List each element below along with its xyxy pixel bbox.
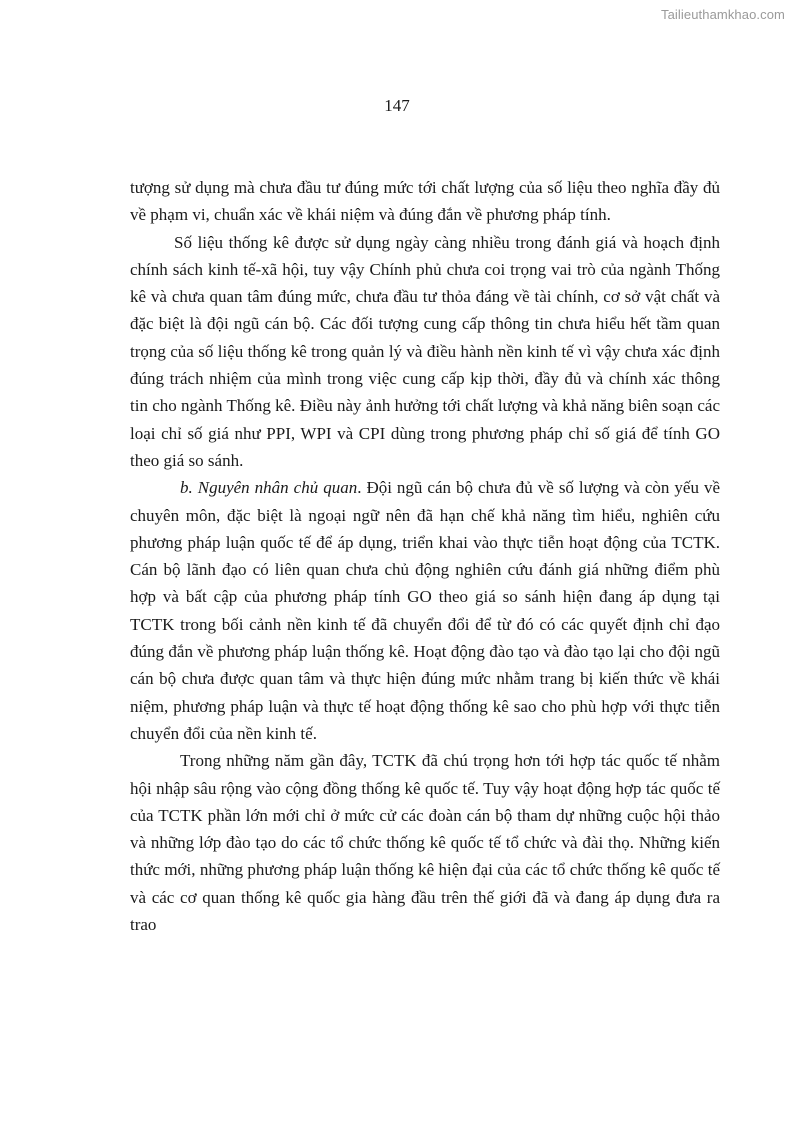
- paragraph-subjective-causes: [130, 474, 720, 747]
- watermark-text: Tailieuthamkhao.com: [660, 7, 785, 22]
- paragraph-continuation: tượng sử dụng mà chưa đầu tư đúng mức tới chất lượng của số liệu theo nghĩa đầy đủ về phạm vi, chuẩn xác về khái niệm và đúng đắn về phương pháp tính.: [130, 178, 720, 225]
- document-body: [130, 174, 720, 938]
- section-lead-in: b. Nguyên nhân chủ quan: [180, 478, 358, 498]
- page-number: 147: [384, 96, 410, 115]
- paragraph-international-cooperation: Trong những năm gần đây, TCTK đã chú trọng hơn tới hợp tác quốc tế nhằm hội nhập sâu rộng vào cộng đồng thống kê quốc tế. Tuy vậy hoạt động hợp tác quốc tế của TCTK phần lớn mới chỉ ở mức cử các đoàn cán bộ tham dự những cuộc hội thảo và những lớp đào tạo do các tổ chức thống kê quốc tế tổ chức và đài thọ. Những kiến thức mới, những phương pháp luận thống kê hiện đại của các tổ chức thống kê quốc tế và các cơ quan thống kê quốc gia hàng đầu trên thế giới đã và đang áp dụng đưa ra trao: [130, 751, 720, 935]
- paragraph-statistics-usage: Số liệu thống kê được sử dụng ngày càng nhiều trong đánh giá và hoạch định chính sách kinh tế-xã hội, tuy vậy Chính phủ chưa coi trọng vai trò của ngành Thống kê và chưa quan tâm đúng mức, chưa đầu tư thỏa đáng về tài chính, cơ sở vật chất và đặc biệt là đội ngũ cán bộ. Các đối tượng cung cấp thông tin chưa hiểu hết tầm quan trọng của số liệu thống kê trong quản lý và điều hành nền kinh tế vì vậy chưa xác định đúng trách nhiệm của mình trong việc cung cấp kịp thời, đầy đủ và chính xác thông tin cho ngành Thống kê. Điều này ảnh hưởng tới chất lượng và khả năng biên soạn các loại chỉ số giá như PPI, WPI và CPI dùng trong phương pháp chỉ số giá để tính GO theo giá so sánh.: [130, 232, 720, 470]
- paragraph-subjective-causes-text: . Đội ngũ cán bộ chưa đủ về số lượng và còn yếu về chuyên môn, đặc biệt là ngoại ngữ nên đã hạn chế khả năng tìm hiểu, nghiên cứu phương pháp luận quốc tế để áp dụng, triển khai vào thực tiễn hoạt động của TCTK. Cán bộ lãnh đạo có liên quan chưa chủ động nghiên cứu đánh giá những điểm phù hợp và bất cập của phương pháp tính GO theo giá so sánh hiện đang áp dụng tại TCTK trong bối cảnh nền kinh tế đã chuyển đổi để từ đó có các quyết định chỉ đạo đúng đắn về phương pháp luận thống kê. Hoạt động đào tạo và đào tạo lại cho đội ngũ cán bộ chưa được quan tâm và thực hiện đúng mức nhằm trang bị kiến thức về khái niệm, phương pháp luận và thực tế hoạt động thống kê sao cho phù hợp với thực tiễn chuyển đổi của nền kinh tế.: [130, 478, 720, 743]
